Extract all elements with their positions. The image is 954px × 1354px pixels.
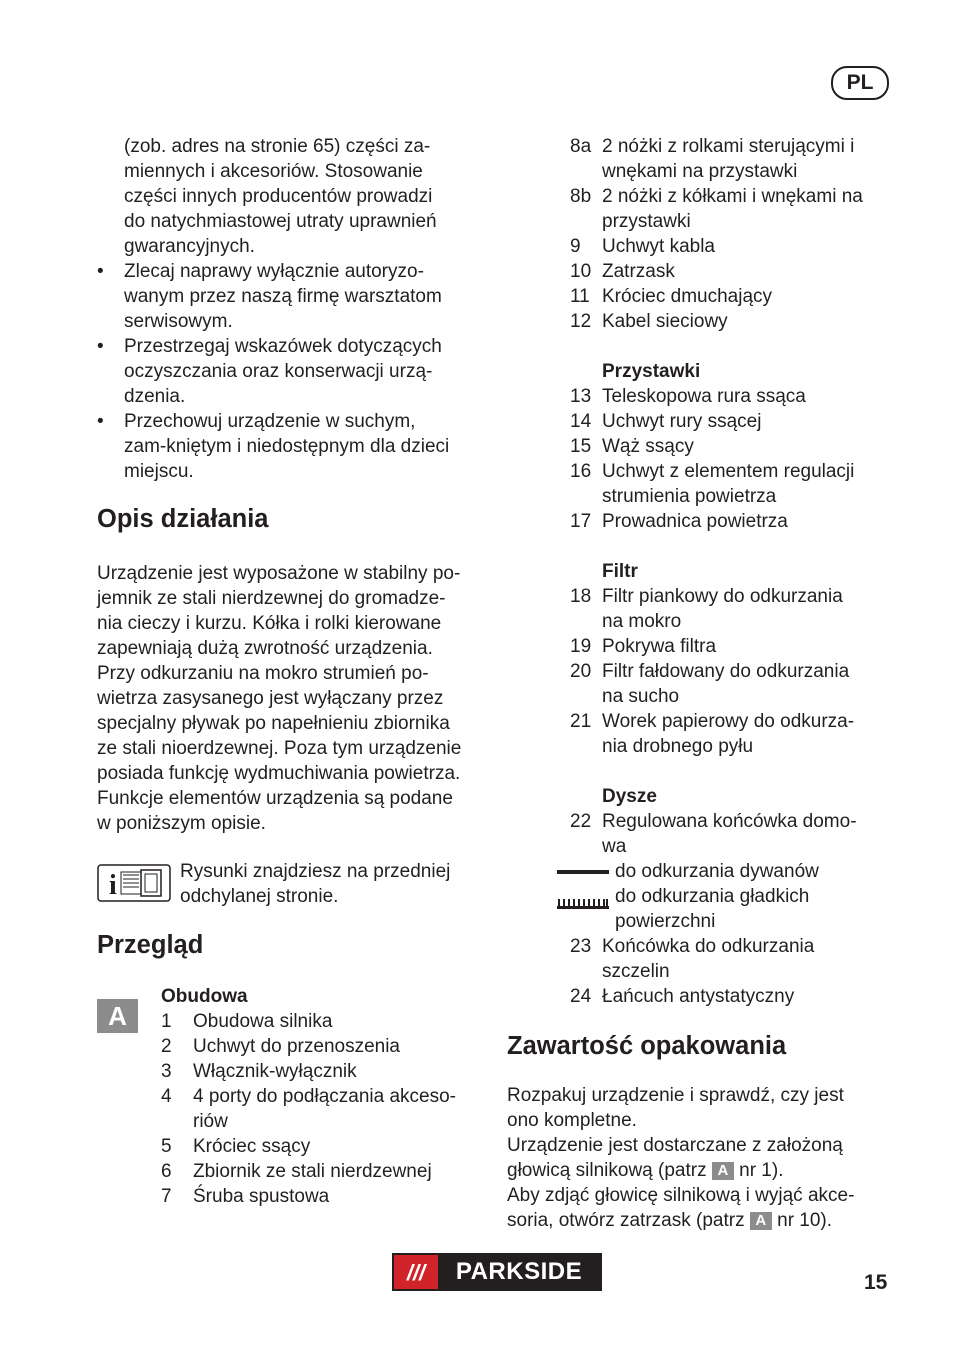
item-number: 12 [570, 311, 592, 332]
obudowa-section [161, 984, 491, 1209]
list-item [507, 434, 897, 459]
page-number: 15 [864, 1271, 888, 1294]
zaw-line: Rozpakuj urządzenie i sprawdź, czy jest [507, 1085, 844, 1106]
item-text: Zatrzask [602, 261, 675, 282]
info-line: odchylanej stronie. [180, 886, 339, 907]
bullet-line: zam-kniętym i niedostępnym dla dzieci [124, 436, 450, 457]
info-line: Rysunki znajdziesz na przedniej [180, 861, 451, 882]
list-item [507, 509, 897, 534]
zaw-text: nr 1). [733, 1160, 784, 1181]
item-text: Króciec dmuchający [602, 286, 773, 307]
item-text: Teleskopowa rura ssąca [602, 386, 806, 407]
item-text: nia drobnego pyłu [602, 736, 754, 757]
smooth-setting-icon [557, 891, 609, 916]
zawartosc-paragraph [507, 1083, 897, 1233]
carpet-setting-text: do odkurzania dywanów [615, 861, 819, 882]
item-text: Wąż ssący [602, 436, 694, 457]
item-text: Zbiornik ze stali nierdzewnej [193, 1161, 432, 1182]
list-item [507, 984, 897, 1009]
bullet-item [97, 259, 497, 334]
item-number: 7 [161, 1186, 172, 1207]
item-text: 4 porty do podłączania akceso- [193, 1086, 456, 1107]
figure-tag-inline: A [750, 1212, 772, 1230]
item-text: Łańcuch antystatyczny [602, 986, 795, 1007]
list-item [507, 184, 897, 234]
bullet-list [97, 259, 497, 484]
info-icon [97, 864, 171, 909]
list-item [507, 409, 897, 434]
item-text: 2 nóżki z kółkami i wnękami na [602, 186, 863, 207]
opis-line: specjalny pływak po napełnieniu zbiornika [97, 713, 450, 734]
intro-line: do natychmiastowej utraty uprawnień [124, 211, 437, 232]
item-text: Uchwyt z elementem regulacji [602, 461, 855, 482]
item-number: 8a [570, 136, 592, 157]
item-number: 20 [570, 661, 592, 682]
item-text: przystawki [602, 211, 691, 232]
list-item [507, 384, 897, 409]
item-text: 2 nóżki z rolkami sterującymi i [602, 136, 855, 157]
item-number: 22 [570, 811, 592, 832]
bullet-item [97, 334, 497, 409]
opis-heading: Opis działania [97, 505, 269, 533]
list-item [507, 934, 897, 984]
left-column [97, 134, 497, 836]
opis-line: jemnik ze stali nierdzewnej do gromadze- [97, 588, 446, 609]
right-column [507, 134, 897, 1233]
item-text: Śruba spustowa [193, 1186, 330, 1207]
parkside-logo [392, 1253, 602, 1291]
info-note [180, 859, 500, 909]
item-number: 5 [161, 1136, 172, 1157]
opis-line: Funkcje elementów urządzenia są podane [97, 788, 453, 809]
opis-line: w poniższym opisie. [97, 813, 266, 834]
item-text: Prowadnica powietrza [602, 511, 788, 532]
opis-line: posiada funkcję wydmuchiwania powietrza. [97, 763, 461, 784]
bullet-line: • Zlecaj naprawy wyłącznie autoryzo- [124, 261, 424, 282]
list-item [507, 634, 897, 659]
item-text: na mokro [602, 611, 682, 632]
list-item [507, 659, 897, 709]
item-text: Obudowa silnika [193, 1011, 333, 1032]
parts-list-a [507, 134, 897, 334]
intro-paragraph [97, 134, 497, 259]
item-number: 13 [570, 386, 592, 407]
item-text: na sucho [602, 686, 680, 707]
zawartosc-heading: Zawartość opakowania [507, 1032, 787, 1060]
carpet-setting [507, 859, 897, 884]
parts-list-d [507, 809, 897, 859]
list-item [507, 134, 897, 184]
item-number: 11 [570, 286, 590, 307]
list-item [161, 1009, 491, 1034]
zaw-text: nr 10). [771, 1210, 833, 1231]
list-item [507, 459, 897, 509]
item-text: wnękami na przystawki [602, 161, 798, 182]
smooth-setting-text: powierzchni [615, 911, 716, 932]
item-text: Uchwyt kabla [602, 236, 715, 257]
item-number: 3 [161, 1061, 172, 1082]
item-number: 21 [570, 711, 592, 732]
item-text: Filtr fałdowany do odkurzania [602, 661, 850, 682]
opis-line: zapewniają dużą zwrotność urządzenia. [97, 638, 433, 659]
list-item [161, 1034, 491, 1059]
logo-slashes: /// [406, 1259, 426, 1285]
list-item [507, 234, 897, 259]
item-text: Uchwyt do przenoszenia [193, 1036, 400, 1057]
zaw-text: soria, otwórz zatrzask (patrz [507, 1210, 750, 1231]
carpet-setting-icon [557, 870, 609, 874]
intro-line: (zob. adres na stronie 65) części za- [124, 136, 431, 157]
item-text: strumienia powietrza [602, 486, 777, 507]
bullet-line: serwisowym. [124, 311, 233, 332]
list-item [161, 1159, 491, 1184]
item-number: 1 [161, 1011, 172, 1032]
smooth-setting [507, 884, 897, 934]
opis-line: wietrza zasysanego jest wyłączany przez [97, 688, 444, 709]
item-number: 15 [570, 436, 592, 457]
item-text: Filtr piankowy do odkurzania [602, 586, 843, 607]
obudowa-list [161, 1009, 491, 1209]
smooth-setting-text: do odkurzania gładkich [615, 886, 810, 907]
parts-list-e [507, 934, 897, 1009]
zaw-line [507, 1158, 897, 1183]
item-text: Włącznik-wyłącznik [193, 1061, 357, 1082]
item-number: 16 [570, 461, 592, 482]
svg-text:i: i [109, 870, 117, 901]
przystawki-heading: Przystawki [602, 361, 701, 382]
opis-line: Urządzenie jest wyposażone w stabilny po- [97, 563, 461, 584]
bullet-line: dzenia. [124, 386, 186, 407]
intro-line: części innych producentów prowadzi [124, 186, 433, 207]
item-number: 4 [161, 1086, 172, 1107]
intro-line: miennych i akcesoriów. Stosowanie [124, 161, 423, 182]
item-number: 23 [570, 936, 592, 957]
item-text: Kabel sieciowy [602, 311, 728, 332]
item-number: 6 [161, 1161, 172, 1182]
dysze-heading: Dysze [602, 786, 657, 807]
item-text: wa [602, 836, 627, 857]
item-number: 19 [570, 636, 592, 657]
list-item [161, 1134, 491, 1159]
item-number: 9 [570, 236, 581, 257]
przeglad-heading: Przegląd [97, 931, 204, 959]
zaw-line: ono kompletne. [507, 1110, 637, 1131]
item-number: 10 [570, 261, 592, 282]
item-number: 18 [570, 586, 592, 607]
opis-line: ze stali nioerdzewnej. Poza tym urządzenie [97, 738, 462, 759]
item-text: Uchwyt rury ssącej [602, 411, 762, 432]
parts-list-c [507, 584, 897, 759]
zaw-line [507, 1208, 897, 1233]
item-text: Króciec ssący [193, 1136, 311, 1157]
item-number: 8b [570, 186, 592, 207]
list-item [507, 709, 897, 759]
item-text: Końcówka do odkurzania [602, 936, 815, 957]
zaw-line: Aby zdjąć głowicę silnikową i wyjąć akce- [507, 1185, 855, 1206]
list-item [507, 309, 897, 334]
item-number: 24 [570, 986, 592, 1007]
item-text: Regulowana końcówka domo- [602, 811, 857, 832]
item-text: Pokrywa filtra [602, 636, 717, 657]
figure-tag-a: A [97, 999, 138, 1033]
opis-paragraph [97, 561, 497, 836]
item-number: 14 [570, 411, 592, 432]
item-number: 2 [161, 1036, 172, 1057]
bullet-line: • Przechowuj urządzenie w suchym, [124, 411, 416, 432]
item-text: riów [193, 1111, 228, 1132]
list-item [507, 809, 897, 859]
list-item [507, 259, 897, 284]
item-number: 17 [570, 511, 592, 532]
opis-line: Przy odkurzaniu na mokro strumień po- [97, 663, 429, 684]
opis-line: nia cieczy i kurzu. Kółka i rolki kierowane [97, 613, 442, 634]
filtr-heading: Filtr [602, 561, 638, 582]
zaw-text: głowicą silnikową (patrz [507, 1160, 712, 1181]
bullet-item [97, 409, 497, 484]
logo-wordmark: PARKSIDE [438, 1255, 600, 1289]
parts-list-b [507, 384, 897, 534]
list-item [507, 284, 897, 309]
bullet-line: oczyszczania oraz konserwacji urzą- [124, 361, 433, 382]
list-item [507, 584, 897, 634]
zaw-line: Urządzenie jest dostarczane z założoną [507, 1135, 843, 1156]
list-item [161, 1059, 491, 1084]
language-badge: PL [831, 66, 889, 100]
bullet-line: • Przestrzegaj wskazówek dotyczących [124, 336, 442, 357]
item-text: szczelin [602, 961, 670, 982]
list-item [161, 1084, 491, 1134]
obudowa-heading: Obudowa [161, 986, 248, 1007]
list-item [161, 1184, 491, 1209]
bullet-line: miejscu. [124, 461, 194, 482]
figure-tag-inline: A [712, 1162, 734, 1180]
item-text: Worek papierowy do odkurza- [602, 711, 855, 732]
intro-line: gwarancyjnych. [124, 236, 255, 257]
bullet-line: wanym przez naszą firmę warsztatom [124, 286, 442, 307]
